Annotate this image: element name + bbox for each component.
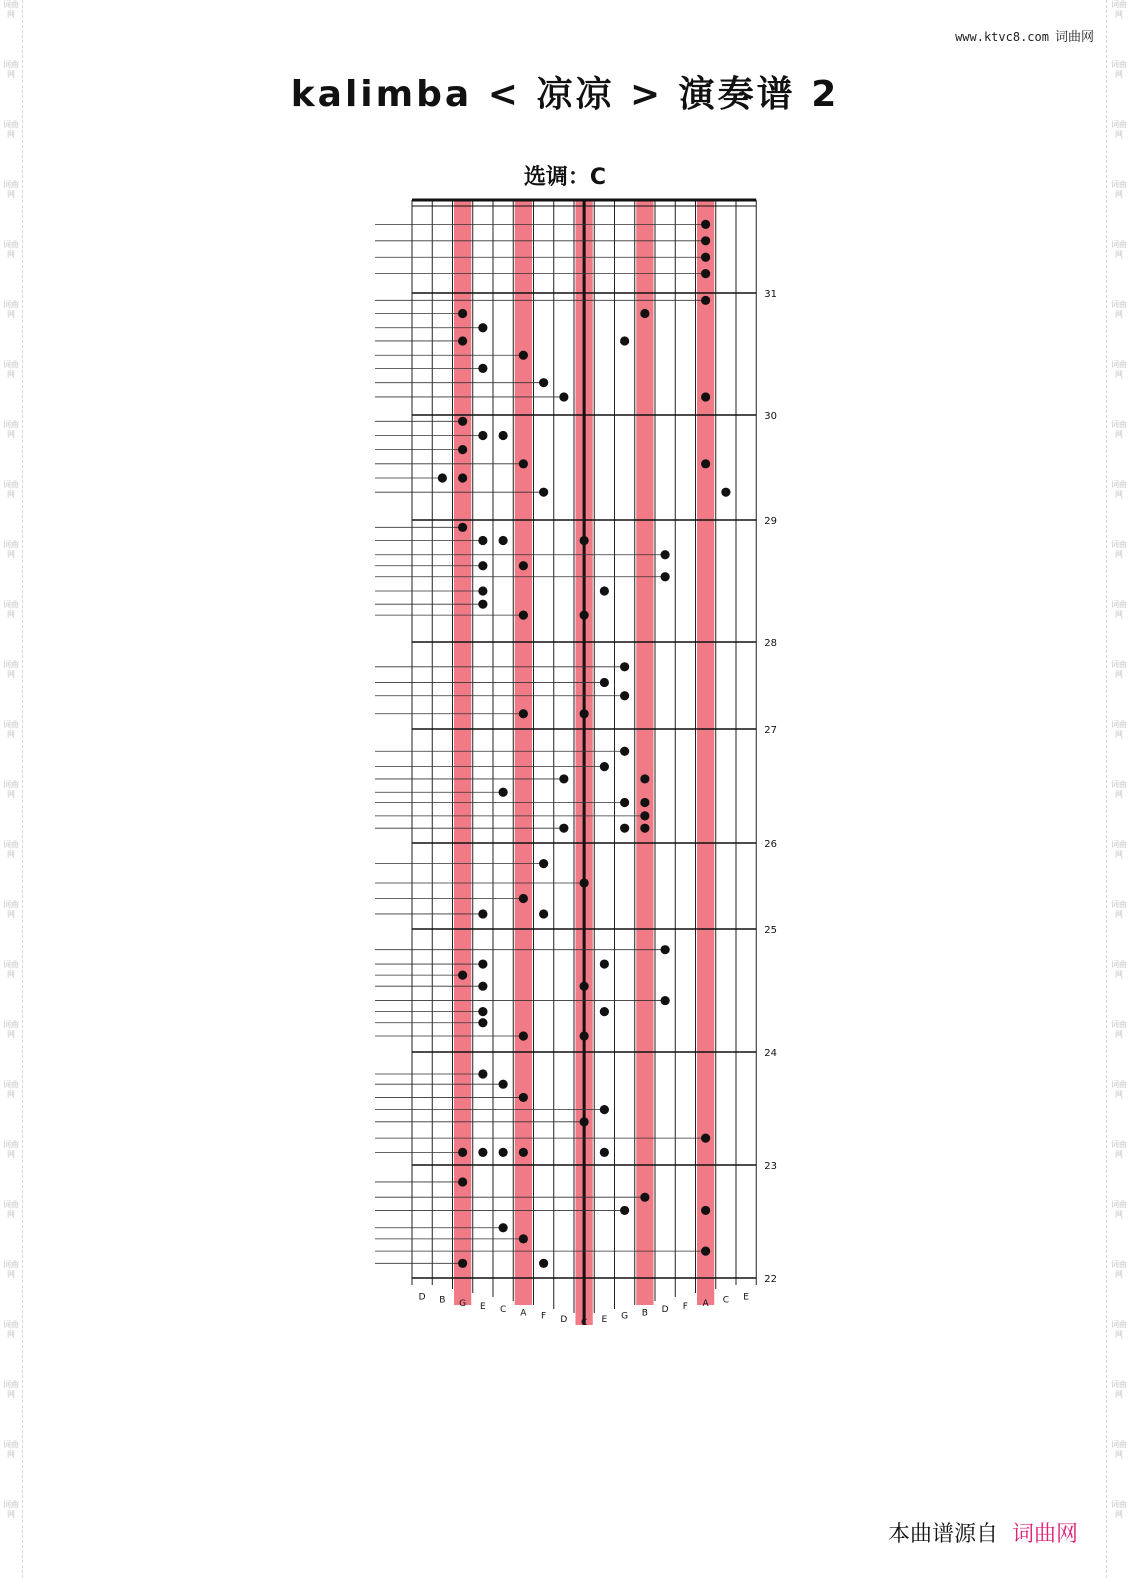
note-dot xyxy=(620,662,629,671)
tine-label: E xyxy=(480,1302,486,1312)
note-dot xyxy=(620,798,629,807)
footer-source-label: 本曲谱源自 xyxy=(887,1522,998,1547)
side-watermark-text: 词曲网 xyxy=(1111,300,1127,319)
note-dot xyxy=(478,909,487,918)
note-dot xyxy=(458,309,467,318)
note-dot xyxy=(701,1134,710,1143)
note-dot xyxy=(499,1148,508,1157)
side-watermark-text: 词曲网 xyxy=(1111,1440,1127,1459)
note-dot xyxy=(438,473,447,482)
note-dot xyxy=(519,709,528,718)
note-dot xyxy=(478,982,487,991)
side-watermark-text: 词曲网 xyxy=(3,780,19,799)
side-watermark-text: 词曲网 xyxy=(3,840,19,859)
tine-label: G xyxy=(459,1298,467,1309)
side-watermark-text: 词曲网 xyxy=(3,360,19,379)
note-dot xyxy=(701,296,710,305)
note-dot xyxy=(580,611,589,620)
note-dot xyxy=(701,220,710,229)
side-watermark-text: 词曲网 xyxy=(3,540,19,559)
side-watermark-text: 词曲网 xyxy=(3,1440,19,1459)
side-watermark-text: 词曲网 xyxy=(1111,720,1127,739)
side-watermark-text: 词曲网 xyxy=(1111,1020,1127,1039)
note-dot xyxy=(499,1080,508,1089)
highlight-tine-band xyxy=(636,200,653,1305)
note-dot xyxy=(478,323,487,332)
note-dot xyxy=(640,774,649,783)
note-dot xyxy=(458,1259,467,1268)
side-watermark-text: 词曲网 xyxy=(1111,1320,1127,1339)
note-dot xyxy=(600,678,609,687)
side-watermark-text: 词曲网 xyxy=(1111,780,1127,799)
note-dot xyxy=(519,561,528,570)
note-dot xyxy=(519,1031,528,1040)
tine-label: G xyxy=(621,1311,629,1322)
note-dot xyxy=(701,392,710,401)
measure-number: 30 xyxy=(764,411,777,422)
note-dot xyxy=(539,488,548,497)
side-watermark-text: 词曲网 xyxy=(1111,1200,1127,1219)
note-dot xyxy=(600,1105,609,1114)
side-watermark-text: 词曲网 xyxy=(1111,240,1127,259)
tine-label: F xyxy=(541,1311,547,1322)
tine-label: E xyxy=(743,1292,749,1303)
note-dot xyxy=(580,1031,589,1040)
side-watermark-text: 词曲网 xyxy=(1111,180,1127,199)
note-dot xyxy=(721,488,730,497)
footer-brand-link[interactable]: 词曲网 xyxy=(1011,1522,1078,1547)
side-watermark-text: 词曲网 xyxy=(3,900,19,919)
side-watermark-text: 词曲网 xyxy=(3,240,19,259)
side-watermark-text: 词曲网 xyxy=(1111,0,1127,19)
note-dot xyxy=(458,445,467,454)
note-dot xyxy=(478,1148,487,1157)
side-watermark-text: 词曲网 xyxy=(1111,600,1127,619)
note-dot xyxy=(478,431,487,440)
side-watermark-text: 词曲网 xyxy=(3,1140,19,1159)
side-watermark-text: 词曲网 xyxy=(3,1380,19,1399)
page-title: kalimba < 凉凉 > 演奏谱 2 xyxy=(290,74,840,115)
measure-number: 22 xyxy=(764,1274,777,1285)
tine-label: C xyxy=(499,1305,507,1316)
key-label: 选调：C xyxy=(523,165,607,190)
note-dot xyxy=(478,1069,487,1078)
side-watermark-text: 词曲网 xyxy=(3,60,19,79)
note-dot xyxy=(478,1007,487,1016)
note-dot xyxy=(478,364,487,373)
side-watermark-text: 词曲网 xyxy=(1111,120,1127,139)
side-watermark-text: 词曲网 xyxy=(3,1260,19,1279)
note-dot xyxy=(701,1247,710,1256)
side-watermark-text: 词曲网 xyxy=(1111,60,1127,79)
tine-label: B xyxy=(641,1308,648,1319)
side-watermark-text: 词曲网 xyxy=(1111,1260,1127,1279)
side-watermark-text: 词曲网 xyxy=(3,180,19,199)
tine-label: D xyxy=(661,1305,669,1316)
side-watermark-text: 词曲网 xyxy=(1111,540,1127,559)
note-dot xyxy=(499,431,508,440)
note-dot xyxy=(580,982,589,991)
note-dot xyxy=(661,550,670,559)
side-watermark-text: 词曲网 xyxy=(1111,1500,1127,1519)
note-dot xyxy=(600,762,609,771)
footer[interactable] xyxy=(888,1517,1078,1548)
tine-label: C xyxy=(722,1295,730,1306)
note-dot xyxy=(499,1223,508,1232)
note-dot xyxy=(580,709,589,718)
note-dot xyxy=(600,586,609,595)
note-dot xyxy=(661,572,670,581)
note-dot xyxy=(519,611,528,620)
side-watermark-text: 词曲网 xyxy=(1111,840,1127,859)
side-watermark-text: 词曲网 xyxy=(3,960,19,979)
side-watermark-text: 词曲网 xyxy=(3,660,19,679)
note-dot xyxy=(478,561,487,570)
side-watermark-text: 词曲网 xyxy=(3,1200,19,1219)
note-dot xyxy=(620,691,629,700)
highlight-tine-band xyxy=(454,200,471,1305)
note-dot xyxy=(539,859,548,868)
note-dot xyxy=(640,824,649,833)
note-dot xyxy=(661,945,670,954)
side-watermark-text: 词曲网 xyxy=(1111,420,1127,439)
side-watermark-text: 词曲网 xyxy=(1111,900,1127,919)
site-name[interactable]: 词曲网 xyxy=(1054,30,1094,45)
tine-label: D xyxy=(560,1314,568,1325)
note-dot xyxy=(640,811,649,820)
side-watermark-text: 词曲网 xyxy=(3,1320,19,1339)
note-dot xyxy=(620,1206,629,1215)
note-dot xyxy=(458,523,467,532)
note-dot xyxy=(478,536,487,545)
note-dot xyxy=(701,269,710,278)
note-dot xyxy=(640,309,649,318)
note-dot xyxy=(580,1117,589,1126)
note-dot xyxy=(519,459,528,468)
side-watermark-text: 词曲网 xyxy=(1111,660,1127,679)
note-dot xyxy=(458,1177,467,1186)
note-dot xyxy=(519,1093,528,1102)
side-watermark-text: 词曲网 xyxy=(1111,480,1127,499)
measure-number: 29 xyxy=(764,516,777,527)
site-url[interactable]: www.ktvc8.com xyxy=(955,30,1049,44)
note-dot xyxy=(519,1148,528,1157)
side-watermark-text: 词曲网 xyxy=(1111,1080,1127,1099)
note-dot xyxy=(499,788,508,797)
note-dot xyxy=(478,586,487,595)
measure-number: 26 xyxy=(764,839,777,850)
note-dot xyxy=(458,473,467,482)
note-dot xyxy=(559,392,568,401)
note-dot xyxy=(499,536,508,545)
note-dot xyxy=(600,1148,609,1157)
note-dot xyxy=(620,824,629,833)
side-watermark-text: 词曲网 xyxy=(3,420,19,439)
note-dot xyxy=(640,798,649,807)
measure-number: 23 xyxy=(764,1161,777,1172)
note-dot xyxy=(701,459,710,468)
side-watermark-text: 词曲网 xyxy=(3,300,19,319)
note-dot xyxy=(620,747,629,756)
tine-label: A xyxy=(520,1308,527,1319)
note-dot xyxy=(539,378,548,387)
side-watermark-text: 词曲网 xyxy=(3,1080,19,1099)
tine-label: D xyxy=(418,1292,426,1303)
side-watermark-text: 词曲网 xyxy=(3,120,19,139)
measure-number: 25 xyxy=(764,925,777,936)
side-watermark-text: 词曲网 xyxy=(1111,960,1127,979)
note-dot xyxy=(701,253,710,262)
side-watermark-text: 词曲网 xyxy=(3,480,19,499)
tine-label: B xyxy=(439,1295,446,1306)
side-watermark-text: 词曲网 xyxy=(3,1500,19,1519)
tine-label: C xyxy=(580,1318,588,1328)
note-dot xyxy=(539,1259,548,1268)
note-dot xyxy=(458,971,467,980)
tine-label: F xyxy=(682,1302,688,1312)
side-watermark-text: 词曲网 xyxy=(3,1020,19,1039)
note-dot xyxy=(661,996,670,1005)
note-dot xyxy=(519,894,528,903)
note-dot xyxy=(620,336,629,345)
side-watermark-text: 词曲网 xyxy=(3,720,19,739)
note-dot xyxy=(519,1234,528,1243)
highlight-tine-band xyxy=(515,200,532,1305)
note-dot xyxy=(640,1193,649,1202)
measure-number: 24 xyxy=(764,1048,777,1059)
note-dot xyxy=(458,417,467,426)
note-dot xyxy=(580,536,589,545)
note-dot xyxy=(478,959,487,968)
note-dot xyxy=(701,1206,710,1215)
note-dot xyxy=(559,774,568,783)
note-dot xyxy=(600,959,609,968)
side-watermark-text: 词曲网 xyxy=(1111,360,1127,379)
note-dot xyxy=(580,878,589,887)
tine-label: A xyxy=(702,1298,709,1309)
note-dot xyxy=(478,600,487,609)
note-dot xyxy=(458,336,467,345)
side-watermark-text: 词曲网 xyxy=(3,600,19,619)
note-dot xyxy=(478,1018,487,1027)
note-dot xyxy=(600,1007,609,1016)
note-dot xyxy=(539,909,548,918)
side-watermark-text: 词曲网 xyxy=(3,0,19,19)
measure-number: 31 xyxy=(764,289,777,300)
note-dot xyxy=(701,236,710,245)
note-dot xyxy=(519,351,528,360)
measure-number: 27 xyxy=(764,725,777,736)
note-dot xyxy=(458,1148,467,1157)
side-watermark-text: 词曲网 xyxy=(1111,1380,1127,1399)
note-dot xyxy=(559,824,568,833)
side-watermark-text: 词曲网 xyxy=(1111,1140,1127,1159)
tine-label: E xyxy=(601,1314,608,1325)
measure-number: 28 xyxy=(764,638,777,649)
